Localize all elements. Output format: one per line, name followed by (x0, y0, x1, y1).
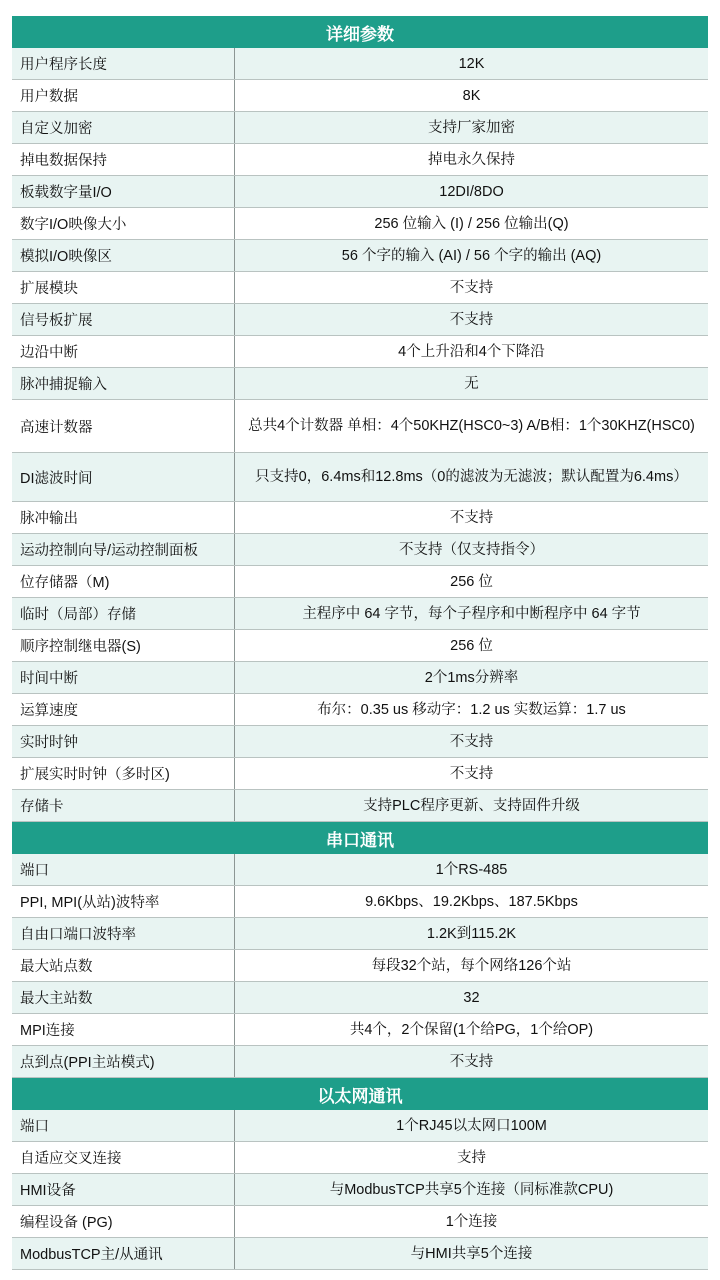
spec-value: 支持厂家加密 (428, 119, 515, 136)
spec-label: 端口 (12, 854, 235, 885)
spec-row (12, 336, 708, 368)
spec-label: 临时（局部）存储 (12, 598, 235, 629)
spec-row (12, 982, 708, 1014)
spec-value: 不支持 (449, 733, 494, 750)
spec-label: 自适应交叉连接 (12, 1142, 235, 1173)
spec-value: 不支持 (449, 509, 494, 526)
spec-row (12, 144, 708, 176)
spec-value: 不支持 (449, 311, 494, 328)
spec-value: 256 位 (450, 637, 493, 654)
spec-label: 实时时钟 (12, 726, 235, 757)
spec-label: 信号板扩展 (12, 304, 235, 335)
spec-value: 不支持 (449, 765, 494, 782)
spec-row (12, 208, 708, 240)
spec-label: 边沿中断 (12, 336, 235, 367)
spec-row (12, 886, 708, 918)
spec-value: 12K (458, 55, 485, 72)
spec-label: 自由口端口波特率 (12, 918, 235, 949)
spec-row (12, 1238, 708, 1270)
spec-row (12, 400, 708, 453)
spec-value: 56 个字的输入 (AI) / 56 个字的输出 (AQ) (341, 247, 602, 264)
spec-value: 1个连接 (445, 1213, 498, 1230)
section-header: 详细参数 (12, 16, 708, 48)
spec-label: 用户数据 (12, 80, 235, 111)
spec-row (12, 176, 708, 208)
spec-row (12, 1014, 708, 1046)
spec-label: 脉冲捕捉输入 (12, 368, 235, 399)
spec-value: 12DI/8DO (439, 183, 504, 200)
spec-label: DI滤波时间 (12, 453, 235, 501)
spec-value: 8K (462, 87, 481, 104)
spec-sheet (12, 16, 708, 1270)
spec-label: 运算速度 (12, 694, 235, 725)
spec-row (12, 1206, 708, 1238)
spec-row (12, 368, 708, 400)
spec-label: 点到点(PPI主站模式) (12, 1046, 235, 1077)
spec-label: 运动控制向导/运动控制面板 (12, 534, 235, 565)
spec-value: 支持 (457, 1149, 486, 1166)
spec-label: 位存储器（M) (12, 566, 235, 597)
spec-value: 共4个，2个保留(1个给PG，1个给OP) (349, 1021, 594, 1038)
spec-value: 与HMI共享5个连接 (410, 1245, 533, 1262)
spec-label: PPI, MPI(从站)波特率 (12, 886, 235, 917)
spec-row (12, 630, 708, 662)
spec-value: 2个1ms分辨率 (424, 669, 519, 686)
spec-label: MPI连接 (12, 1014, 235, 1045)
spec-value: 4个上升沿和4个下降沿 (398, 343, 545, 360)
spec-row (12, 1174, 708, 1206)
section-header: 串口通讯 (12, 822, 708, 854)
spec-value: 不支持 (449, 279, 494, 296)
spec-row (12, 758, 708, 790)
spec-label: 掉电数据保持 (12, 144, 235, 175)
spec-row (12, 48, 708, 80)
spec-value: 主程序中 64 字节，每个子程序和中断程序中 64 字节 (302, 605, 641, 622)
spec-label: 时间中断 (12, 662, 235, 693)
spec-value: 1个RS-485 (435, 861, 508, 878)
spec-value: 9.6Kbps、19.2Kbps、187.5Kbps (365, 893, 578, 910)
spec-label: 用户程序长度 (12, 48, 235, 79)
spec-value: 不支持 (449, 1053, 494, 1070)
spec-row (12, 1046, 708, 1078)
spec-row (12, 854, 708, 886)
spec-row (12, 534, 708, 566)
spec-label: 顺序控制继电器(S) (12, 630, 235, 661)
spec-row (12, 240, 708, 272)
spec-label: 扩展模块 (12, 272, 235, 303)
spec-row (12, 950, 708, 982)
spec-value: 总共4个计数器 单相：4个50KHZ(HSC0~3) A/B相：1个30KHZ(HSC0) (248, 418, 695, 434)
section-header: 以太网通讯 (12, 1078, 708, 1110)
spec-value: 与ModbusTCP共享5个连接（同标准款CPU) (329, 1181, 614, 1198)
spec-row (12, 790, 708, 822)
spec-row (12, 662, 708, 694)
spec-row (12, 694, 708, 726)
spec-label: 自定义加密 (12, 112, 235, 143)
spec-label: 板载数字量I/O (12, 176, 235, 207)
spec-label: 存储卡 (12, 790, 235, 821)
spec-row (12, 918, 708, 950)
spec-row (12, 112, 708, 144)
spec-value: 1.2K到115.2K (426, 925, 517, 942)
spec-label: HMI设备 (12, 1174, 235, 1205)
spec-value: 256 位 (450, 573, 493, 590)
spec-value: 无 (464, 375, 479, 392)
spec-row (12, 304, 708, 336)
spec-row (12, 272, 708, 304)
spec-label: ModbusTCP主/从通讯 (12, 1238, 235, 1269)
spec-value: 1个RJ45以太网口100M (396, 1117, 547, 1134)
spec-label: 脉冲输出 (12, 502, 235, 533)
spec-value: 支持PLC程序更新、支持固件升级 (363, 797, 580, 814)
spec-row (12, 80, 708, 112)
spec-value: 32 (463, 989, 480, 1006)
spec-row (12, 598, 708, 630)
spec-label: 端口 (12, 1110, 235, 1141)
spec-label: 最大站点数 (12, 950, 235, 981)
spec-row (12, 1110, 708, 1142)
spec-value: 只支持0，6.4ms和12.8ms（0的滤波为无滤波；默认配置为6.4ms） (255, 469, 688, 485)
spec-label: 编程设备 (PG) (12, 1206, 235, 1237)
spec-value: 每段32个站，每个网络126个站 (371, 957, 572, 974)
spec-row (12, 1142, 708, 1174)
spec-value: 256 位输入 (I) / 256 位输出(Q) (374, 215, 569, 232)
spec-row (12, 566, 708, 598)
spec-label: 高速计数器 (12, 400, 235, 452)
spec-value: 布尔：0.35 us 移动字：1.2 us 实数运算：1.7 us (317, 701, 626, 718)
spec-value: 掉电永久保持 (428, 151, 515, 168)
spec-value: 不支持（仅支持指令） (399, 541, 544, 558)
spec-row (12, 453, 708, 502)
spec-row (12, 502, 708, 534)
spec-label: 扩展实时时钟（多时区) (12, 758, 235, 789)
spec-label: 数字I/O映像大小 (12, 208, 235, 239)
spec-label: 模拟I/O映像区 (12, 240, 235, 271)
spec-label: 最大主站数 (12, 982, 235, 1013)
spec-row (12, 726, 708, 758)
